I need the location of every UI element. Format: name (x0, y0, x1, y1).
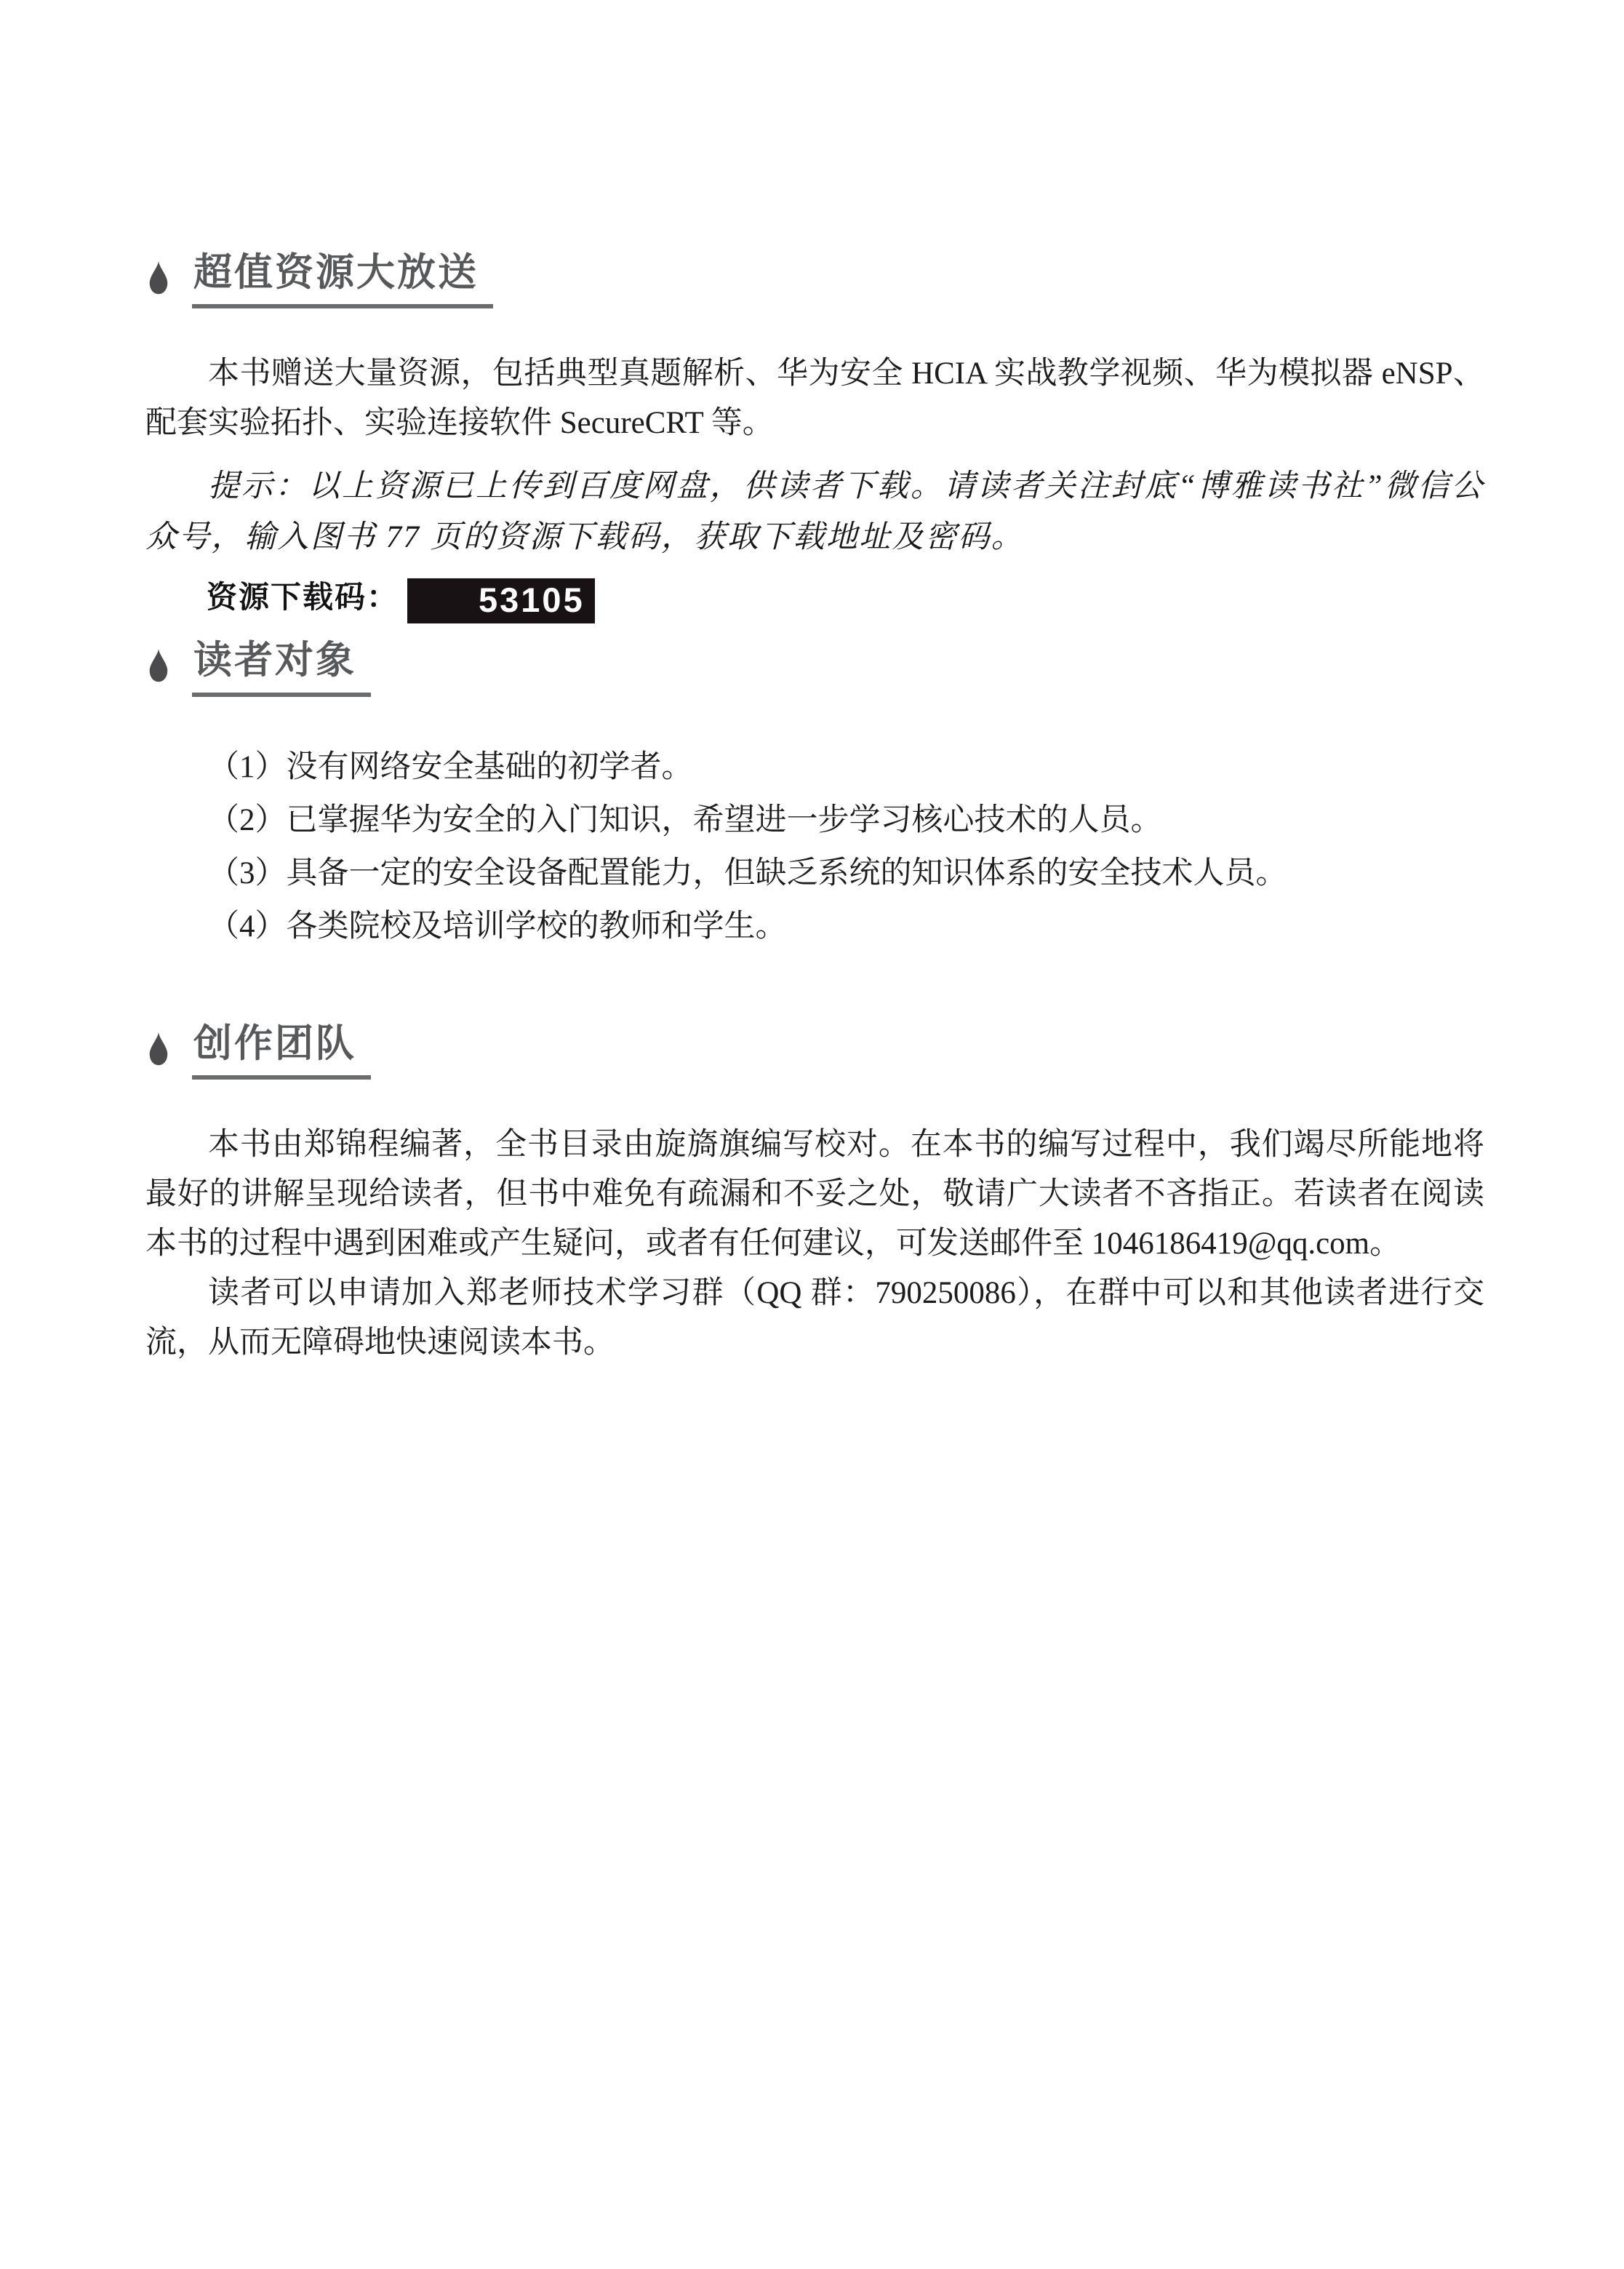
resources-heading-row (147, 252, 1484, 308)
section-title: 创作团队 (192, 1023, 371, 1080)
resources-tip-paragraph: 提示：以上资源已上传到百度网盘，供读者下载。请读者关注封底“博雅读书社”微信公众号，输入图书 77 页的资源下载码，获取下载地址及密码。 (145, 469, 1484, 555)
section-resources (145, 252, 1484, 623)
download-code-value: 53105 (407, 578, 595, 623)
audience-heading-row (147, 639, 1484, 696)
audience-item: （4）各类院校及培训学校的教师和学生。 (208, 909, 787, 944)
resources-intro-paragraph: 本书赠送大量资源，包括典型真题解析、华为安全 HCIA 实战教学视频、华为模拟器 eNSP、配套实验拓扑、实验连接软件 SecureCRT 等。 (145, 356, 1484, 441)
section-title: 超值资源大放送 (192, 252, 493, 308)
section-audience (145, 639, 1484, 952)
team-paragraph-1: 本书由郑锦程编著，全书目录由旋旖旗编写校对。在本书的编写过程中，我们竭尽所能地将最好的讲解呈现给读者，但书中难免有疏漏和不妥之处，敬请广大读者不吝指正。若读者在阅读本书的过程中遇到困难或产生疑问，或者有任何建议，可发送邮件至 1046186419@qq.com。 (145, 1127, 1484, 1261)
drop-icon (147, 260, 170, 295)
download-code-label: 资源下载码： (207, 580, 399, 615)
audience-item: （2）已掌握华为安全的入门知识，希望进一步学习核心技术的人员。 (208, 802, 1162, 837)
audience-item: （3）具备一定的安全设备配置能力，但缺乏系统的知识体系的安全技术人员。 (208, 856, 1287, 890)
team-paragraph-2: 读者可以申请加入郑老师技术学习群（QQ 群：790250086），在群中可以和其他读者进行交流，从而无障碍地快速阅读本书。 (145, 1275, 1484, 1360)
team-heading-row (147, 1023, 1484, 1080)
section-team (145, 1023, 1484, 1368)
drop-icon (147, 648, 170, 683)
drop-icon (147, 1032, 170, 1066)
audience-item: （1）没有网络安全基础的初学者。 (208, 749, 693, 784)
section-title: 读者对象 (192, 639, 371, 696)
download-code-line (145, 575, 1484, 623)
